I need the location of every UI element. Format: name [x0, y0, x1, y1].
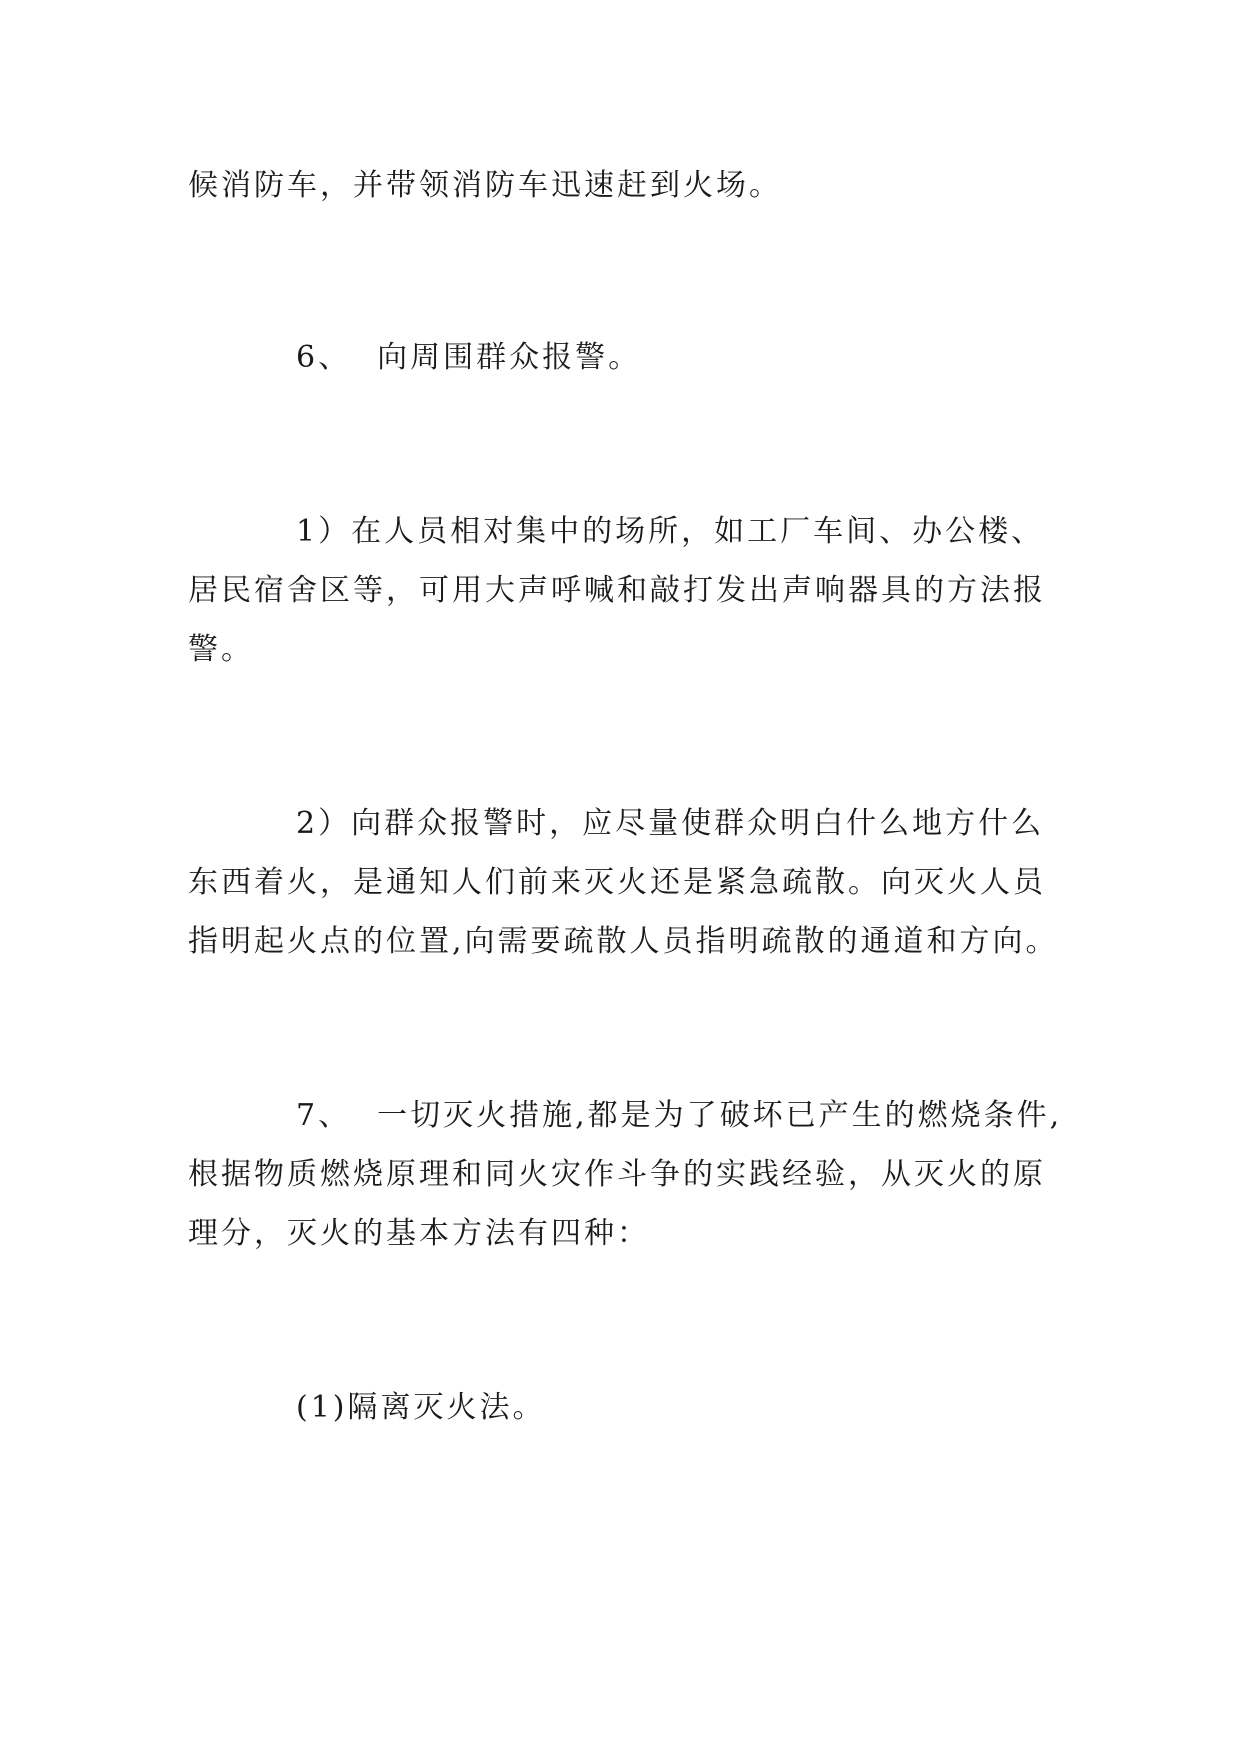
- method-item-1: (1)隔离灭火法。: [296, 1390, 546, 1425]
- sub-item-1-line-1: 1）在人员相对集中的场所，如工厂车间、办公楼、: [296, 514, 1045, 549]
- list-item-7-line-2: 根据物质燃烧原理和同火灾作斗争的实践经验，从灭火的原: [188, 1157, 1046, 1192]
- sub-item-1-line-3: 警。: [188, 632, 254, 667]
- list-item-text: 向周围群众报警。: [377, 340, 642, 375]
- list-item-6: [296, 340, 1176, 376]
- sub-item-2-line-3: 指明起火点的位置,向需要疏散人员指明疏散的通道和方向。: [188, 924, 1059, 959]
- sub-item-2-line-1: 2）向群众报警时，应尽量使群众明白什么地方什么: [296, 806, 1045, 841]
- list-number: 6、: [296, 340, 352, 375]
- list-number: 7、: [296, 1098, 352, 1133]
- list-item-7-line-3: 理分，灭火的基本方法有四种：: [188, 1216, 650, 1251]
- list-item-7-line-1: [296, 1098, 1176, 1134]
- sub-item-2-line-2: 东西着火，是通知人们前来灭火还是紧急疏散。向灭火人员: [188, 865, 1046, 900]
- sub-item-1-line-2: 居民宿舍区等，可用大声呼喊和敲打发出声响器具的方法报: [188, 573, 1046, 608]
- paragraph-line: 候消防车，并带领消防车迅速赶到火场。: [188, 168, 782, 203]
- list-item-text: 一切灭火措施,都是为了破坏已产生的燃烧条件,: [377, 1098, 1063, 1133]
